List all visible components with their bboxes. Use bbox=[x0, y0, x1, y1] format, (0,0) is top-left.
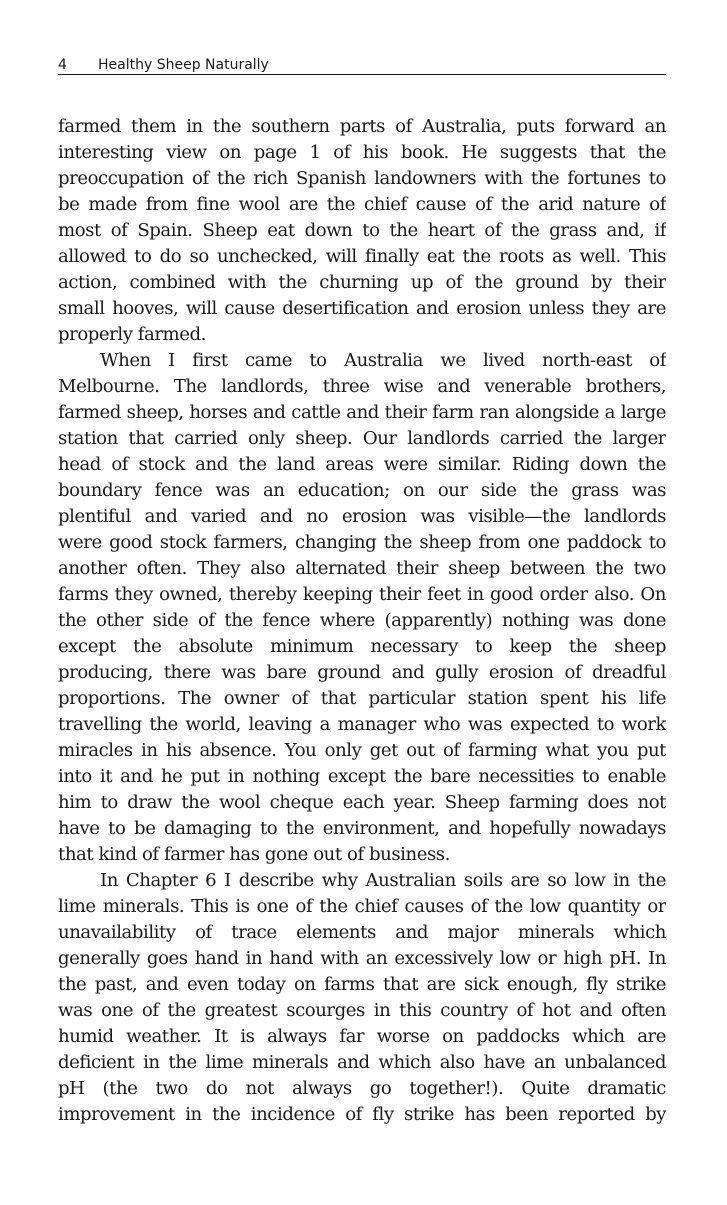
text-line: properly farmed. bbox=[58, 324, 206, 345]
text-line: miracles in his absence. You only get out of farming what you put bbox=[58, 740, 666, 761]
text-line: travelling the world, leaving a manager who was expected to work bbox=[58, 714, 666, 735]
text-line: have to be damaging to the environment, and hopefully nowadays bbox=[58, 818, 666, 839]
text-line: most of Spain. Sheep eat down to the heart of the grass and, if bbox=[58, 220, 666, 241]
page-number: 4 bbox=[58, 57, 67, 73]
text-line: boundary fence was an education; on our side the grass was bbox=[58, 480, 666, 501]
text-line: generally goes hand in hand with an excessively low or high pH. In bbox=[58, 948, 666, 969]
book-title: Healthy Sheep Naturally bbox=[98, 57, 269, 73]
text-line: plentiful and varied and no erosion was visible—the landlords bbox=[58, 506, 666, 527]
text-line: deficient in the lime minerals and which also have an unbalanced bbox=[58, 1052, 666, 1073]
text-line: Melbourne. The landlords, three wise and venerable brothers, bbox=[58, 376, 666, 397]
text-line: that kind of farmer has gone out of business. bbox=[58, 844, 450, 865]
text-line: head of stock and the land areas were similar. Riding down the bbox=[58, 454, 666, 475]
text-line: improvement in the incidence of fly strike has been reported by bbox=[58, 1104, 666, 1125]
text-line: the past, and even today on farms that are sick enough, fly strike bbox=[58, 974, 666, 995]
text-line: action, combined with the churning up of the ground by their bbox=[58, 272, 666, 293]
text-line: In Chapter 6 I describe why Australian soils are so low in the bbox=[100, 870, 666, 891]
text-line: small hooves, will cause desertification and erosion unless they are bbox=[58, 298, 666, 319]
text-line: lime minerals. This is one of the chief causes of the low quantity or bbox=[58, 896, 666, 917]
text-line: farmed them in the southern parts of Australia, puts forward an bbox=[58, 116, 666, 137]
text-line: interesting view on page 1 of his book. He suggests that the bbox=[58, 142, 666, 163]
text-line: except the absolute minimum necessary to keep the sheep bbox=[58, 636, 666, 657]
text-line: unavailability of trace elements and major minerals which bbox=[58, 922, 666, 943]
text-line: humid weather. It is always far worse on paddocks which are bbox=[58, 1026, 666, 1047]
text-line: be made from fine wool are the chief cause of the arid nature of bbox=[58, 194, 666, 215]
text-line: pH (the two do not always go together!). Quite dramatic bbox=[58, 1078, 666, 1099]
text-line: preoccupation of the rich Spanish landowners with the fortunes to bbox=[58, 168, 666, 189]
text-line: were good stock farmers, changing the sheep from one paddock to bbox=[58, 532, 666, 553]
text-line: station that carried only sheep. Our landlords carried the larger bbox=[58, 428, 666, 449]
text-line: When I first came to Australia we lived north-east of bbox=[100, 350, 666, 371]
text-line: was one of the greatest scourges in this country of hot and often bbox=[58, 1000, 666, 1021]
running-head bbox=[58, 56, 666, 75]
text-line: producing, there was bare ground and gully erosion of dreadful bbox=[58, 662, 666, 683]
text-line: proportions. The owner of that particular station spent his life bbox=[58, 688, 666, 709]
text-line: him to draw the wool cheque each year. Sheep farming does not bbox=[58, 792, 666, 813]
text-line: the other side of the fence where (apparently) nothing was done bbox=[58, 610, 666, 631]
text-line: allowed to do so unchecked, will finally eat the roots as well. This bbox=[58, 246, 666, 267]
text-line: farms they owned, thereby keeping their feet in good order also. On bbox=[58, 584, 666, 605]
text-line: into it and he put in nothing except the bare necessities to enable bbox=[58, 766, 666, 787]
body-text bbox=[58, 114, 666, 1128]
text-line: another often. They also alternated their sheep between the two bbox=[58, 558, 666, 579]
text-line: farmed sheep, horses and cattle and their farm ran alongside a large bbox=[58, 402, 666, 423]
